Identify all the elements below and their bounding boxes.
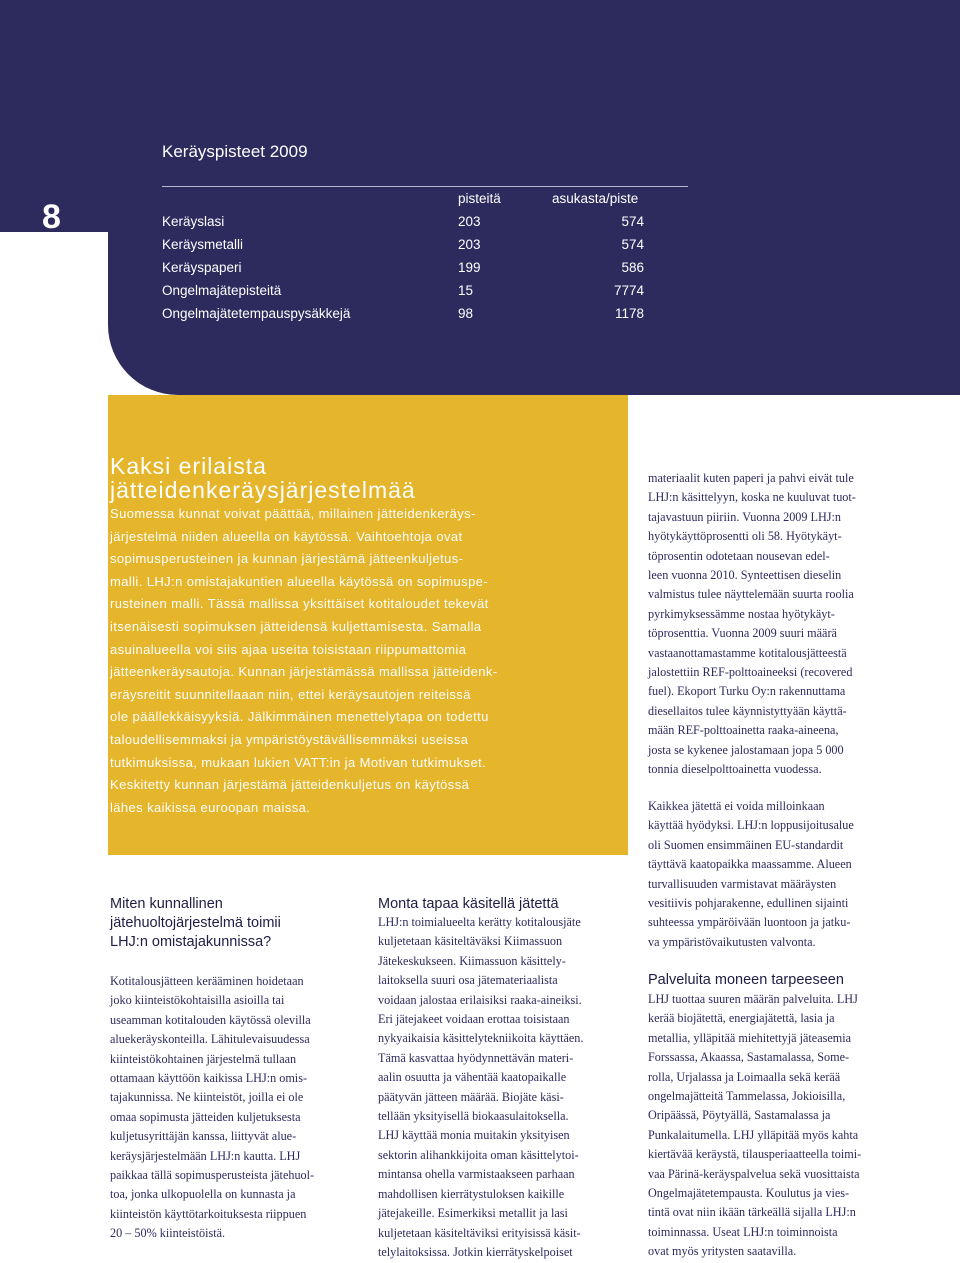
article-line: järjestelmä niiden alueella on käytössä. Vaihtoehtoja ovat (110, 528, 463, 544)
right-column-heading: Palveluita moneen tarpeeseen (648, 972, 844, 988)
page-number: 8 (42, 198, 60, 236)
body-line: va ympäristövaikutusten valvonta. (648, 934, 816, 949)
body-line: jalostettiin REF-polttoaineeksi (recovered (648, 665, 853, 680)
body-line: Oripäässä, Pöytyällä, Sastamalassa ja (648, 1108, 831, 1123)
body-line: Punkalaitumella. LHJ ylläpitää myös kahta (648, 1127, 859, 1142)
body-line: telylaitoksissa. Jotkin kierrätyskelpoiset (378, 1244, 573, 1259)
heading-line: LHJ:n omistajakunnissa? (110, 934, 272, 950)
body-line: Tämä kasvattaa hyödynnettävän materi- (378, 1050, 574, 1065)
body-line: kiinteistön käyttötarkoituksesta riippuen (110, 1206, 307, 1221)
body-line: vaa Pärinä-keräyspalvelua sekä vuosittaista (648, 1166, 860, 1181)
body-line: tintä ovat niin ikään tärkeällä sijalla LHJ:n (648, 1205, 856, 1220)
body-line: vastaanottamastamme kotitalousjätteestä (648, 645, 847, 660)
article-heading-line: Kaksi erilaista (110, 453, 267, 479)
body-line: kiertävää keräystä, tilausperiaatteella toimi- (648, 1147, 862, 1162)
body-line: suhteessa ympäröivään luontoon ja jatku- (648, 915, 851, 930)
body-line: Forssassa, Akaassa, Sastamalassa, Some- (648, 1050, 850, 1065)
row-per-point: 1178 (614, 306, 644, 321)
table-row (162, 283, 688, 305)
body-line: rolla, Urjalassa ja Loimaalla sekä kerää (648, 1069, 841, 1084)
row-per-point: 574 (621, 214, 644, 229)
row-name: Keräysmetalli (162, 237, 244, 252)
body-line: Eri jätejakeet voidaan erottaa toisistaan (378, 1012, 570, 1027)
article-heading (110, 454, 610, 502)
body-line: toiminnassa. Useat LHJ:n toiminnoista (648, 1224, 838, 1239)
article-body (110, 503, 550, 819)
body-line: diesellaitos tulee käynnistyttyään käyttä- (648, 703, 847, 718)
body-line: materiaalit kuten paperi ja pahvi eivät tule (648, 471, 854, 485)
body-line: toa, jonka ulkopuolella on kunnasta ja (110, 1187, 296, 1202)
left-column-heading (110, 895, 370, 952)
body-line: joko kiinteistökohtaisilla asioilla tai (110, 993, 285, 1008)
body-line: mintansa ohella varmistaakseen parhaan (378, 1167, 575, 1182)
article-line: rusteinen malli. Tässä mallissa yksittäiset kotitaloudet tekevät (110, 596, 489, 612)
header-points: pisteitä (458, 191, 501, 206)
article-line: itsenäisesti sopimuksen jätteidensä kuljettamisesta. Samalla (110, 618, 482, 634)
row-per-point: 586 (621, 260, 644, 275)
body-line: useamman kotitalouden käytössä olevilla (110, 1012, 311, 1027)
row-name: Ongelmajätetempauspysäkkejä (162, 306, 351, 321)
body-line: keräysjärjestelmään LHJ:n kautta. LHJ (110, 1148, 301, 1163)
article-line: tutkimuksissa, mukaan lukien VATT:in ja Motivan tutkimukset. (110, 754, 487, 770)
body-line: Ongelmajätetempausta. Koulutus ja vies- (648, 1186, 850, 1201)
body-line: laitoksella suuri osa jätemateriaalista (378, 973, 558, 988)
middle-column-heading: Monta tapaa käsitellä jätettä (378, 896, 559, 912)
row-name: Ongelmajätepisteitä (162, 283, 282, 298)
body-line: hyötykäyttöprosentti oli 58. Hyötykäyt- (648, 529, 842, 544)
article-line: lähes kaikissa euroopan maissa. (110, 799, 311, 815)
body-line: mään REF-polttoainetta raaka-aineena, (648, 723, 839, 738)
body-line: ovat myös yritysten saatavilla. (648, 1244, 797, 1259)
article-line: Keskitetty kunnan järjestämä jätteidenkuljetus on käytössä (110, 777, 470, 793)
body-line: LHJ tuottaa suuren määrän palveluita. LHJ (648, 992, 858, 1006)
body-line: käyttää hyödyksi. LHJ:n loppusijoitusalue (648, 818, 854, 833)
body-line: kuljetetaan käsiteltäviksi erityisissä käsit- (378, 1225, 581, 1240)
row-name: Keräyspaperi (162, 260, 242, 275)
article-line: Suomessa kunnat voivat päättää, millainen jätteidenkeräys- (110, 506, 476, 521)
body-line: aluekeräyskonteilla. Lähitulevaisuudessa (110, 1032, 310, 1047)
table-divider (162, 186, 688, 187)
body-line: 20 – 50% kiinteistöistä. (110, 1226, 226, 1241)
body-line: kiinteistökohtainen järjestelmä tullaan (110, 1051, 297, 1066)
body-line: voidaan jalostaa erilaisiksi raaka-aineiksi. (378, 992, 582, 1007)
article-line: eräysreitit suunnitellaaan niin, ettei keräysautojen reiteissä (110, 686, 471, 702)
heading-line: jätehuoltojärjestelmä toimii (110, 915, 281, 931)
body-line: täyttävä kaatopaikka maassamme. Alueen (648, 857, 852, 872)
row-name: Keräyslasi (162, 214, 225, 229)
body-line: kuljetusyrittäjän kanssa, liittyvät alue- (110, 1129, 297, 1144)
body-line: mahdollisen kierrätystuloksen kaikille (378, 1186, 565, 1201)
body-line: Kaikkea jätettä ei voida milloinkaan (648, 799, 825, 813)
header-per-point: asukasta/piste (552, 191, 639, 206)
body-line: jätejakeille. Esimerkiksi metallit ja lasi (378, 1206, 568, 1221)
body-line: pyrkimyksessämme nostaa hyötykäyt- (648, 606, 835, 621)
body-line: tajavastuun piiriin. Vuonna 2009 LHJ:n (648, 509, 842, 524)
body-line: Kotitalousjätteen kerääminen hoidetaan (110, 974, 304, 988)
body-line: omaa sopimusta jätteiden kuljetuksesta (110, 1109, 301, 1124)
row-points: 15 (458, 283, 474, 298)
table-row (162, 260, 688, 282)
body-line: ottamaan käyttöön kaikissa LHJ:n omis- (110, 1071, 307, 1086)
article-heading-line: jätteidenkeräysjärjestelmää (110, 477, 416, 503)
body-line: turvallisuuden varmistavat määräysten (648, 876, 837, 891)
heading-line: Miten kunnallinen (110, 896, 223, 912)
body-line: LHJ:n käsittelyyn, koska ne kuuluvat tuot- (648, 490, 856, 505)
table-row (162, 306, 688, 328)
body-line: paikkaa tällä sopimusperusteista jätehuol- (110, 1168, 315, 1183)
body-line: LHJ:n toimialueelta kerätty kotitalousjäte (378, 915, 581, 929)
article-line: malli. LHJ:n omistajakuntien alueella käytössä on sopimuspe- (110, 573, 489, 589)
row-points: 203 (458, 237, 481, 252)
body-line: LHJ käyttää monia muitakin yksityisen (378, 1128, 570, 1143)
body-line: töprosentin odotetaan nousevan edel- (648, 548, 830, 563)
right-column-para3 (648, 990, 948, 1262)
body-line: nykyaikaisia käsittelytekniikoita käyttäen. (378, 1031, 584, 1046)
article-line: asuinalueella voi siis ajaa useita toisistaan riippumattomia (110, 641, 467, 657)
body-line: töprosenttia. Vuonna 2009 suuri määrä (648, 626, 837, 641)
body-line: josta se kykenee jalostamaan jopa 5 000 (648, 742, 844, 757)
article-line: jätteenkeräysautoja. Kunnan järjestämässä mallissa jätteidenk- (110, 664, 498, 680)
row-per-point: 574 (621, 237, 644, 252)
article-line: ole päällekkäisyyksiä. Jälkimmäinen menettelytapa on todettu (110, 709, 489, 725)
right-column-para2 (648, 797, 948, 952)
body-line: sektorin alihankkijoita oman käsittelytoi- (378, 1147, 579, 1162)
body-line: metallia, ylläpitää miehitettyjä jäteasemia (648, 1030, 852, 1045)
table-title: Keräyspisteet 2009 (162, 142, 308, 161)
middle-column-body (378, 913, 638, 1262)
left-column-body (110, 972, 370, 1244)
row-points: 203 (458, 214, 481, 229)
body-line: aalin osuutta ja vähentää kaatopaikalle (378, 1070, 567, 1085)
body-line: kerää biojätettä, energiajätettä, lasia ja (648, 1011, 835, 1026)
body-line: kuljetetaan käsiteltäväksi Kiimassuon (378, 934, 563, 949)
row-points: 199 (458, 260, 481, 275)
row-points: 98 (458, 306, 474, 321)
article-line: sopimusperusteinen ja kunnan järjestämä jätteenkuljetus- (110, 551, 464, 567)
table-row (162, 214, 688, 236)
article-line: taloudellisemmaksi ja ympäristöystävällisemmäksi useissa (110, 731, 469, 747)
body-line: valmistus tulee näyttelemään suurta roolia (648, 587, 854, 602)
body-line: vesitiivis pohjarakenne, edullinen sijainti (648, 896, 849, 911)
body-line: päätyvän jätteen määrää. Biojäte käsi- (378, 1089, 564, 1104)
body-line: ongelmajätteitä Tammelassa, Jokioisilla, (648, 1089, 846, 1104)
body-line: leen vuonna 2010. Synteettisen dieselin (648, 568, 842, 583)
body-line: tellään yksityisellä biokaasulaitoksella. (378, 1109, 569, 1124)
row-per-point: 7774 (613, 283, 644, 298)
body-line: tajakunnissa. Ne kiinteistöt, joilla ei ole (110, 1090, 304, 1105)
body-line: fuel). Ekoport Turku Oy:n rakennuttama (648, 684, 846, 699)
body-line: oli Suomen ensimmäinen EU-standardit (648, 837, 844, 852)
table-row (162, 237, 688, 259)
body-line: Jätekeskukseen. Kiimassuon käsittely- (378, 953, 566, 968)
right-column-para1 (648, 469, 948, 780)
body-line: tonnia dieselpolttoainetta vuodessa. (648, 762, 822, 777)
table-header (162, 191, 688, 213)
